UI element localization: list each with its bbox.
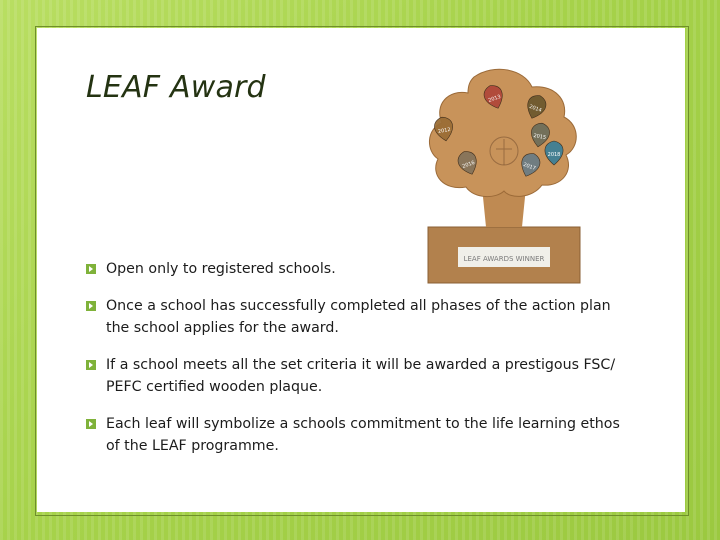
bullet-text-1: Open only to registered schools. xyxy=(106,261,336,277)
plaque-leaf-year: 2017 xyxy=(522,161,537,172)
plaque-leaf-year: 2018 xyxy=(547,152,561,158)
bullet-item-3 xyxy=(86,354,626,398)
green-square-bullet-icon xyxy=(86,264,96,274)
bullet-text-4: Each leaf will symbolize a schools commitment to the life learning ethos of the LEAF programme. xyxy=(106,416,620,454)
plaque-leaf-year: 2015 xyxy=(532,132,547,142)
bullet-item-2 xyxy=(86,295,626,339)
bullet-item-1 xyxy=(86,258,626,280)
green-square-bullet-icon xyxy=(86,360,96,370)
leaf-award-plaque-image xyxy=(424,67,584,287)
slide-title: LEAF Award xyxy=(86,70,266,105)
plaque-leaf-year: 2012 xyxy=(437,126,452,136)
bullet-text-3: If a school meets all the set criteria it will be awarded a prestigous FSC/ PEFC certified wooden plaque. xyxy=(106,357,616,395)
plaque-leaf-year: 2016 xyxy=(461,159,476,170)
green-square-bullet-icon xyxy=(86,419,96,429)
bullet-text-2: Once a school has successfully completed all phases of the action plan the school applies for the award. xyxy=(106,298,611,336)
plaque-leaf-year: 2013 xyxy=(487,93,502,104)
plaque-base-label: LEAF AWARDS WINNER xyxy=(463,255,545,263)
green-square-bullet-icon xyxy=(86,301,96,311)
bullet-item-4 xyxy=(86,413,626,457)
bullet-list xyxy=(86,258,626,457)
plaque-leaf-year: 2014 xyxy=(528,103,543,114)
